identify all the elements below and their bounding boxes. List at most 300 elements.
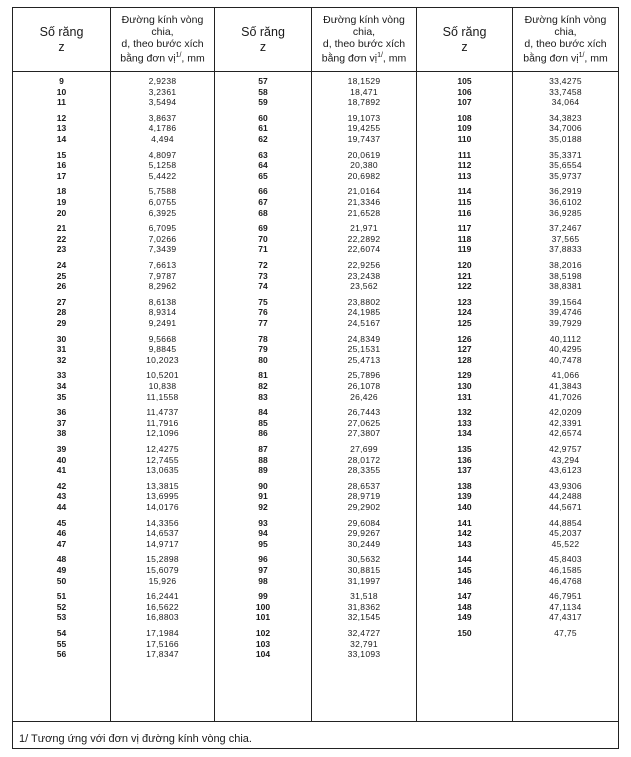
pitch-diameter: 8,2962 <box>148 281 177 292</box>
row-group <box>13 223 110 260</box>
pitch-diameter: 21,971 <box>350 223 378 234</box>
teeth-count: 87 <box>258 443 268 454</box>
row-group <box>13 554 110 591</box>
teeth-count: 114 <box>457 186 472 197</box>
pitch-diameter: 17,8347 <box>146 649 179 660</box>
row-group <box>111 76 214 113</box>
pitch-diameter: 39,7929 <box>549 317 582 328</box>
row-group <box>13 260 110 297</box>
pitch-diameter: 45,522 <box>551 538 580 549</box>
row-group <box>111 150 214 187</box>
header-z-label: Số răng <box>442 24 487 39</box>
pitch-diameter: 35,0188 <box>549 133 582 144</box>
teeth-count: 100 <box>255 601 271 612</box>
pitch-diameter: 19,4255 <box>347 123 381 134</box>
teeth-count: 26 <box>56 281 67 292</box>
pitch-diameter: 43,9306 <box>549 480 582 491</box>
header-d-line1: Đường kính vòng chia, <box>121 14 204 39</box>
teeth-count: 45 <box>56 517 67 528</box>
teeth-count: 23 <box>56 244 67 255</box>
teeth-count: 103 <box>255 638 271 649</box>
row-group <box>417 113 512 150</box>
teeth-count: 79 <box>258 344 268 355</box>
pitch-diameter: 18,471 <box>350 86 378 97</box>
header-z-3 <box>417 8 512 71</box>
row-group <box>417 370 512 407</box>
teeth-count: 46 <box>56 528 67 539</box>
pitch-diameter: 46,4768 <box>549 575 582 586</box>
row-group <box>111 591 214 628</box>
teeth-count: 52 <box>56 601 67 612</box>
row-group <box>13 481 110 518</box>
teeth-count: 10 <box>56 86 67 97</box>
pitch-diameter: 46,1585 <box>549 564 582 575</box>
pitch-diameter: 17,5166 <box>146 638 179 649</box>
row-group <box>513 628 618 665</box>
header-d-line2: d, theo bước xích <box>322 38 406 51</box>
teeth-count: 69 <box>258 223 268 234</box>
teeth-count: 42 <box>56 480 67 491</box>
teeth-count: 88 <box>258 454 268 465</box>
row-group <box>111 628 214 665</box>
pitch-diameter: 7,6613 <box>148 259 177 270</box>
pitch-diameter: 37,8833 <box>549 244 582 255</box>
pitch-diameter: 34,7006 <box>549 123 582 134</box>
pitch-diameter: 13,0635 <box>146 465 179 476</box>
diameter-column-1 <box>111 76 214 665</box>
footnote: 1/ Tương ứng với đơn vị đường kính vòng chia. <box>19 733 252 745</box>
teeth-count: 109 <box>457 123 472 134</box>
row-group <box>312 334 416 371</box>
row-group <box>312 186 416 223</box>
header-d-line2: d, theo bước xích <box>121 38 204 51</box>
pitch-diameter: 44,5671 <box>549 501 582 512</box>
pitch-diameter: 16,2441 <box>146 591 179 602</box>
pitch-diameter: 23,2438 <box>347 270 381 281</box>
teeth-count: 61 <box>258 123 268 134</box>
header-d-line3 <box>322 50 407 65</box>
pitch-diameter: 10,5201 <box>146 370 179 381</box>
pitch-diameter: 6,0755 <box>148 196 177 207</box>
teeth-count: 150 <box>457 627 472 638</box>
row-group <box>312 481 416 518</box>
teeth-count: 65 <box>258 170 268 181</box>
row-group <box>111 518 214 555</box>
pitch-diameter: 31,518 <box>350 591 378 602</box>
pitch-diameter: 32,791 <box>350 638 378 649</box>
pitch-diameter: 13,3815 <box>146 480 179 491</box>
pitch-diameter: 12,7455 <box>146 454 179 465</box>
pitch-diameter: 36,2919 <box>549 186 582 197</box>
pitch-diameter: 25,7896 <box>347 370 381 381</box>
pitch-diameter: 40,4295 <box>549 344 582 355</box>
teeth-count: 92 <box>258 501 268 512</box>
pitch-diameter: 33,4275 <box>549 76 582 86</box>
row-group <box>417 297 512 334</box>
teeth-count: 21 <box>56 223 67 234</box>
pitch-diameter: 5,4422 <box>148 170 177 181</box>
teeth-count: 123 <box>457 296 472 307</box>
row-group <box>13 628 110 665</box>
teeth-count: 38 <box>56 428 67 439</box>
pitch-diameter: 10,838 <box>148 380 177 391</box>
teeth-count: 12 <box>56 112 67 123</box>
diameter-column-2 <box>312 76 416 665</box>
teeth-count: 33 <box>56 370 67 381</box>
pitch-diameter: 45,2037 <box>549 528 582 539</box>
teeth-count: 29 <box>56 317 67 328</box>
teeth-count: 49 <box>56 564 67 575</box>
row-group <box>417 591 512 628</box>
teeth-count: 135 <box>457 443 472 454</box>
pitch-diameter: 34,064 <box>551 97 580 108</box>
teeth-count: 20 <box>56 207 67 218</box>
row-group <box>312 591 416 628</box>
pitch-diameter: 16,5622 <box>146 601 179 612</box>
teeth-count: 55 <box>56 638 67 649</box>
pitch-diameter: 20,6982 <box>347 170 381 181</box>
teeth-count: 108 <box>457 112 472 123</box>
pitch-diameter: 7,9787 <box>148 270 177 281</box>
row-group <box>417 628 512 665</box>
teeth-count: 122 <box>457 281 472 292</box>
pitch-diameter: 2,9238 <box>148 76 177 86</box>
row-group <box>215 334 311 371</box>
row-group <box>13 76 110 113</box>
row-group <box>215 150 311 187</box>
teeth-count: 89 <box>258 465 268 476</box>
teeth-count: 32 <box>56 354 67 365</box>
teeth-count: 16 <box>56 160 67 171</box>
row-group <box>513 186 618 223</box>
row-group <box>215 370 311 407</box>
teeth-count: 78 <box>258 333 268 344</box>
teeth-count: 71 <box>258 244 268 255</box>
pitch-diameter: 40,1112 <box>549 333 582 344</box>
pitch-diameter: 43,6123 <box>549 465 582 476</box>
pitch-diameter: 18,7892 <box>347 97 381 108</box>
teeth-count: 97 <box>258 564 268 575</box>
teeth-count: 34 <box>56 380 67 391</box>
pitch-diameter: 41,7026 <box>549 391 582 402</box>
pitch-diameter: 5,1258 <box>148 160 177 171</box>
row-group <box>13 150 110 187</box>
teeth-count: 47 <box>56 538 67 549</box>
row-group <box>215 223 311 260</box>
teeth-count: 126 <box>457 333 472 344</box>
pitch-diameter: 7,3439 <box>148 244 177 255</box>
row-group <box>13 186 110 223</box>
teeth-count: 53 <box>56 612 67 623</box>
pitch-diameter: 9,2491 <box>148 317 177 328</box>
row-group <box>111 186 214 223</box>
teeth-count: 22 <box>56 233 67 244</box>
teeth-count: 82 <box>258 380 268 391</box>
pitch-diameter: 14,3356 <box>146 517 179 528</box>
teeth-count: 124 <box>457 307 472 318</box>
pitch-diameter: 20,380 <box>350 160 378 171</box>
pitch-diameter: 43,294 <box>551 454 580 465</box>
pitch-diameter: 34,3823 <box>549 112 582 123</box>
pitch-diameter: 7,0266 <box>148 233 177 244</box>
teeth-count: 28 <box>56 307 67 318</box>
pitch-diameter: 47,4317 <box>549 612 582 623</box>
teeth-count: 74 <box>258 281 268 292</box>
pitch-diameter: 38,5198 <box>549 270 582 281</box>
teeth-count: 56 <box>56 649 67 660</box>
teeth-count: 84 <box>258 407 268 418</box>
teeth-count: 30 <box>56 333 67 344</box>
pitch-diameter: 39,4746 <box>549 307 582 318</box>
teeth-count: 60 <box>258 112 268 123</box>
row-group <box>215 186 311 223</box>
pitch-diameter: 11,7916 <box>146 417 179 428</box>
teeth-count: 125 <box>457 317 472 328</box>
teeth-count: 101 <box>255 612 271 623</box>
pitch-diameter: 42,9757 <box>549 443 582 454</box>
teeth-count: 36 <box>56 407 67 418</box>
pitch-diameter: 6,3925 <box>148 207 177 218</box>
diameter-column-3 <box>513 76 618 665</box>
teeth-count: 131 <box>457 391 472 402</box>
row-group <box>111 260 214 297</box>
pitch-diameter: 4,494 <box>151 133 174 144</box>
header-d-unit: , mm <box>382 52 407 65</box>
row-group <box>417 334 512 371</box>
teeth-count: 77 <box>258 317 268 328</box>
teeth-count: 94 <box>258 528 268 539</box>
pitch-diameter: 32,4727 <box>347 627 381 638</box>
pitch-diameter: 29,6084 <box>347 517 381 528</box>
row-group <box>13 591 110 628</box>
pitch-diameter: 31,8362 <box>347 601 381 612</box>
row-group <box>513 113 618 150</box>
pitch-diameter: 12,4275 <box>146 443 179 454</box>
pitch-diameter: 29,2902 <box>347 501 381 512</box>
teeth-count: 35 <box>56 391 67 402</box>
row-group <box>13 370 110 407</box>
teeth-column-1 <box>13 76 110 665</box>
teeth-count: 129 <box>457 370 472 381</box>
teeth-count: 70 <box>258 233 268 244</box>
row-group <box>513 150 618 187</box>
pitch-diameter: 44,2488 <box>549 491 582 502</box>
teeth-count: 85 <box>258 417 268 428</box>
row-group <box>312 628 416 665</box>
pitch-diameter: 35,9737 <box>549 170 582 181</box>
pitch-diameter: 28,3355 <box>347 465 381 476</box>
header-d-line1: Đường kính vòng chia, <box>323 14 405 39</box>
pitch-diameter: 3,8637 <box>148 112 177 123</box>
pitch-diameter: 47,1134 <box>549 601 582 612</box>
row-group <box>215 260 311 297</box>
row-group <box>13 407 110 444</box>
row-group <box>215 444 311 481</box>
teeth-count: 62 <box>258 133 268 144</box>
row-group <box>215 113 311 150</box>
row-group <box>215 554 311 591</box>
pitch-diameter: 14,9717 <box>146 538 179 549</box>
teeth-count: 137 <box>457 465 472 476</box>
pitch-diameter: 44,8854 <box>549 517 582 528</box>
header-d-line3-text: bằng đơn vị <box>523 52 579 65</box>
pitch-diameter: 28,9719 <box>347 491 381 502</box>
row-group <box>417 407 512 444</box>
teeth-count: 80 <box>258 354 268 365</box>
row-group <box>111 334 214 371</box>
teeth-count: 127 <box>457 344 472 355</box>
header-d-sup: 1/ <box>377 52 383 60</box>
pitch-diameter: 41,066 <box>551 370 580 381</box>
pitch-diameter: 31,1997 <box>347 575 381 586</box>
footer-rule <box>13 721 618 722</box>
teeth-count: 102 <box>255 627 271 638</box>
pitch-diameter: 25,4713 <box>347 354 381 365</box>
header-d-unit: , mm <box>584 52 608 65</box>
pitch-diameter: 26,1078 <box>347 380 381 391</box>
pitch-diameter: 28,0172 <box>347 454 381 465</box>
row-group <box>417 518 512 555</box>
pitch-diameter: 19,7437 <box>347 133 381 144</box>
teeth-count: 113 <box>457 170 472 181</box>
teeth-count: 110 <box>457 133 472 144</box>
row-group <box>111 223 214 260</box>
teeth-count: 145 <box>457 564 472 575</box>
row-group <box>513 591 618 628</box>
row-group <box>513 370 618 407</box>
pitch-diameter: 35,3371 <box>549 149 582 160</box>
teeth-count: 24 <box>56 259 67 270</box>
pitch-diameter: 3,5494 <box>148 97 177 108</box>
pitch-diameter: 9,5668 <box>148 333 177 344</box>
header-d-line2: d, theo bước xích <box>524 38 607 51</box>
teeth-count: 96 <box>258 554 268 565</box>
row-group <box>312 113 416 150</box>
teeth-count: 128 <box>457 354 472 365</box>
teeth-count: 51 <box>56 591 67 602</box>
header-z-1 <box>13 8 110 71</box>
row-group <box>215 481 311 518</box>
row-group <box>513 481 618 518</box>
teeth-count: 25 <box>56 270 67 281</box>
row-group <box>111 297 214 334</box>
teeth-count: 146 <box>457 575 472 586</box>
pitch-diameter: 27,3807 <box>347 428 381 439</box>
row-group <box>312 370 416 407</box>
pitch-diameter: 17,1984 <box>146 627 179 638</box>
teeth-count: 75 <box>258 296 268 307</box>
header-d-line1: Đường kính vòng chia, <box>524 14 607 39</box>
teeth-count: 120 <box>457 259 472 270</box>
row-group <box>417 186 512 223</box>
teeth-count: 76 <box>258 307 268 318</box>
row-group <box>111 370 214 407</box>
pitch-diameter: 29,9267 <box>347 528 381 539</box>
teeth-count: 98 <box>258 575 268 586</box>
pitch-diameter: 25,1531 <box>347 344 381 355</box>
pitch-diameter: 15,6079 <box>146 564 179 575</box>
teeth-count: 134 <box>457 428 472 439</box>
teeth-column-3 <box>417 76 512 665</box>
row-group <box>513 518 618 555</box>
teeth-count: 13 <box>56 123 67 134</box>
row-group <box>111 113 214 150</box>
header-d-2 <box>312 8 416 71</box>
teeth-count: 73 <box>258 270 268 281</box>
teeth-count: 132 <box>457 407 472 418</box>
teeth-count: 136 <box>457 454 472 465</box>
row-group <box>312 444 416 481</box>
pitch-diameter: 41,3843 <box>549 380 582 391</box>
teeth-count: 14 <box>56 133 67 144</box>
teeth-count: 86 <box>258 428 268 439</box>
teeth-count: 133 <box>457 417 472 428</box>
pitch-diameter: 39,1564 <box>549 296 582 307</box>
teeth-count: 41 <box>56 465 67 476</box>
pitch-diameter: 6,7095 <box>148 223 177 234</box>
teeth-count: 67 <box>258 196 268 207</box>
header-z-symbol: z <box>461 39 468 54</box>
header-d-3 <box>513 8 618 71</box>
pitch-diameter: 22,9256 <box>347 259 381 270</box>
teeth-count: 72 <box>258 259 268 270</box>
pitch-diameter: 26,7443 <box>347 407 381 418</box>
row-group <box>312 223 416 260</box>
pitch-diameter: 19,1073 <box>347 112 381 123</box>
teeth-count: 106 <box>457 86 472 97</box>
header-d-line3-text: bằng đơn vị <box>321 52 378 65</box>
row-group <box>215 76 311 113</box>
teeth-count: 40 <box>56 454 67 465</box>
pitch-diameter: 46,7951 <box>549 591 582 602</box>
teeth-count: 144 <box>457 554 472 565</box>
pitch-diameter: 21,0164 <box>347 186 381 197</box>
row-group <box>417 150 512 187</box>
teeth-count: 17 <box>56 170 67 181</box>
teeth-count: 117 <box>457 223 472 234</box>
pitch-diameter: 23,562 <box>350 281 378 292</box>
teeth-count: 118 <box>457 233 472 244</box>
pitch-diameter: 14,0176 <box>146 501 179 512</box>
pitch-diameter: 37,2467 <box>549 223 582 234</box>
teeth-count: 57 <box>258 76 268 86</box>
pitch-diameter: 35,6554 <box>549 160 582 171</box>
pitch-diameter: 16,8803 <box>146 612 179 623</box>
pitch-diameter: 13,6995 <box>146 491 179 502</box>
header-d-unit: , mm <box>181 52 205 65</box>
row-group <box>13 518 110 555</box>
row-group <box>417 554 512 591</box>
row-group <box>215 518 311 555</box>
pitch-diameter: 15,926 <box>148 575 177 586</box>
teeth-count: 83 <box>258 391 268 402</box>
teeth-count: 39 <box>56 443 67 454</box>
teeth-count: 147 <box>457 591 472 602</box>
teeth-count: 140 <box>457 501 472 512</box>
row-group <box>312 76 416 113</box>
row-group <box>215 297 311 334</box>
pitch-diameter: 38,2016 <box>549 259 582 270</box>
pitch-diameter: 3,2361 <box>148 86 177 97</box>
teeth-count: 43 <box>56 491 67 502</box>
pitch-diameter: 15,2898 <box>146 554 179 565</box>
teeth-count: 104 <box>255 649 271 660</box>
header-d-1 <box>111 8 214 71</box>
teeth-count: 19 <box>56 196 67 207</box>
pitch-diameter: 23,8802 <box>347 296 381 307</box>
row-group <box>111 481 214 518</box>
row-group <box>417 76 512 113</box>
